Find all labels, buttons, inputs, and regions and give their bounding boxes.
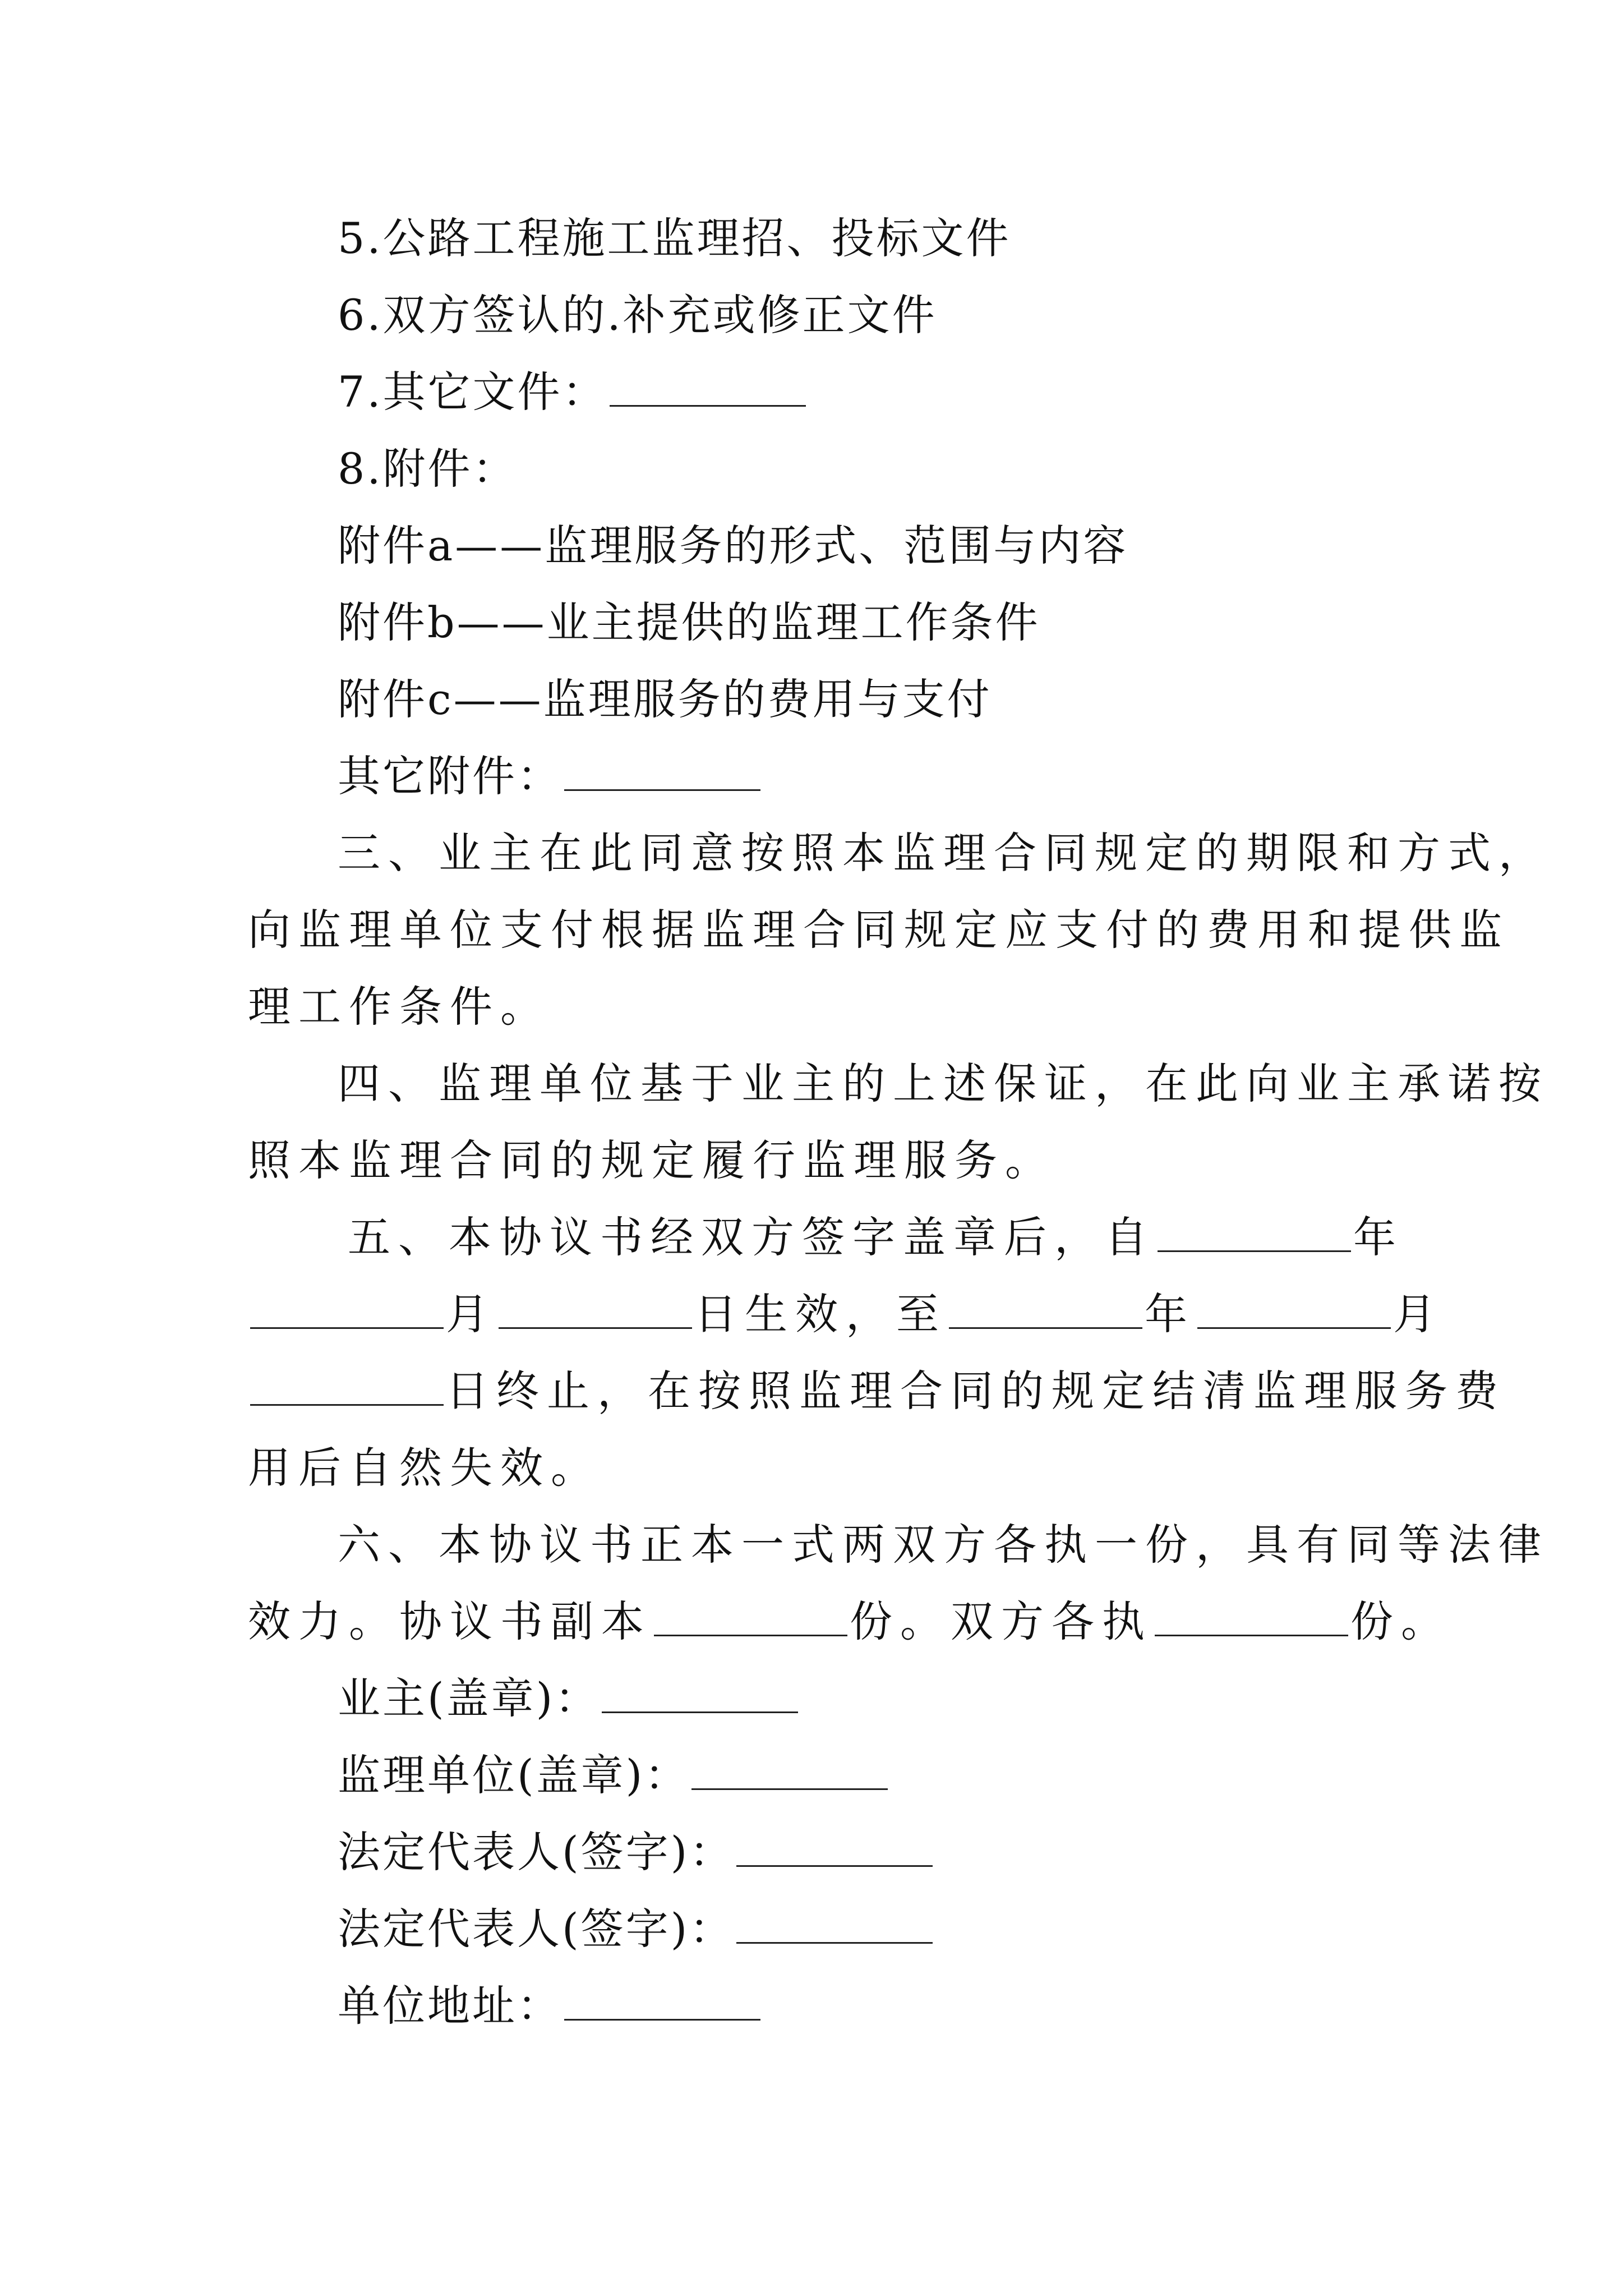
signature-line: 监理单位(盖章)： — [338, 1750, 890, 1801]
blank-field[interactable] — [602, 1678, 798, 1713]
paragraph-line: 照本监理合同的规定履行监理服务。 — [248, 1135, 1055, 1185]
blank-field[interactable] — [250, 1294, 444, 1329]
blank-field[interactable] — [564, 756, 760, 791]
blank-field[interactable] — [499, 1294, 692, 1329]
blank-field[interactable] — [736, 1908, 933, 1944]
list-item: 附件a——监理服务的形式、范围与内容 — [338, 521, 1128, 570]
list-item: 5.公路工程施工监理招、投标文件 — [338, 213, 1011, 263]
paragraph-line: 四、监理单位基于业主的上述保证，在此向业主承诺按 — [338, 1059, 1549, 1108]
paragraph-line: 向监理单位支付根据监理合同规定应支付的费用和提供监 — [248, 905, 1510, 955]
blank-field[interactable] — [1158, 1217, 1351, 1252]
list-item: 附件c——监理服务的费用与支付 — [338, 674, 992, 724]
blank-field[interactable] — [610, 371, 806, 407]
blank-field[interactable] — [736, 1832, 933, 1867]
list-item: 其它附件： — [338, 751, 763, 802]
blank-field[interactable] — [691, 1755, 888, 1790]
blank-field[interactable] — [654, 1601, 847, 1636]
signature-line: 法定代表人(签字)： — [338, 1904, 935, 1954]
paragraph-line: 五、本协议书经双方签字盖章后，自 年 — [348, 1212, 1404, 1262]
list-item: 8.附件： — [338, 444, 518, 494]
paragraph-line: 理工作条件。 — [248, 982, 551, 1032]
blank-field[interactable] — [564, 1985, 760, 2021]
list-item: 7.其它文件： — [338, 367, 808, 417]
list-item: 附件b——业主提供的监理工作条件 — [338, 597, 1040, 647]
blank-field[interactable] — [949, 1294, 1142, 1329]
blank-field[interactable] — [250, 1370, 444, 1406]
paragraph-line: 效力。协议书副本 份。双方各执 份。 — [248, 1596, 1451, 1646]
paragraph-line: 用后自然失效。 — [248, 1443, 601, 1493]
list-item: 6.双方签认的.补充或修正文件 — [338, 290, 937, 340]
paragraph-line: 日终止，在按照监理合同的规定结清监理服务费 — [248, 1366, 1506, 1416]
paragraph-line: 三、业主在此同意按照本监理合同规定的期限和方式， — [338, 828, 1549, 878]
blank-field[interactable] — [1155, 1601, 1348, 1636]
signature-line: 单位地址： — [338, 1981, 763, 2031]
blank-field[interactable] — [1197, 1294, 1391, 1329]
signature-line: 业主(盖章)： — [338, 1673, 800, 1724]
signature-line: 法定代表人(签字)： — [338, 1827, 935, 1878]
paragraph-line: 六、本协议书正本一式两双方各执一份，具有同等法律 — [338, 1520, 1549, 1570]
paragraph-line: 月 日生效，至 年 月 — [248, 1289, 1444, 1340]
